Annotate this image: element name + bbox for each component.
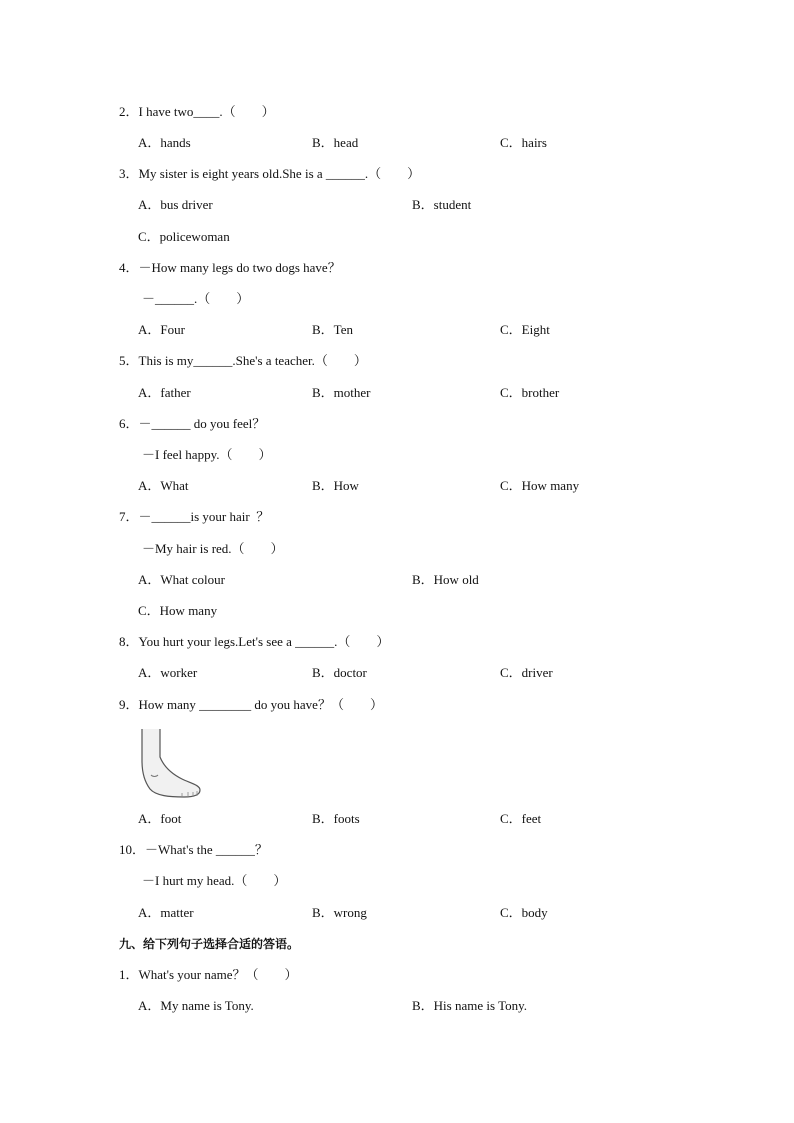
section-nine-title: 九、给下列句子选择合适的答语。 [119, 937, 300, 951]
question-9-option-c[interactable]: C．feet [500, 811, 542, 826]
question-2-option-a[interactable]: A．hands [138, 135, 191, 150]
question-4-option-c[interactable]: C．Eight [500, 322, 550, 337]
question-2-option-b[interactable]: B．head [312, 135, 359, 150]
question-6-option-c[interactable]: C．How many [500, 478, 580, 493]
section-nine-question-1-stem: 1．What's your name？（ ） [119, 967, 298, 982]
question-10-answer-line: －I hurt my head.（ ） [142, 873, 287, 888]
question-5-option-b[interactable]: B．mother [312, 385, 371, 400]
question-6-option-a[interactable]: A．What [138, 478, 189, 493]
question-6-option-b[interactable]: B．How [312, 478, 359, 493]
question-10-option-a[interactable]: A．matter [138, 905, 194, 920]
question-4-answer-line: －______.（ ） [142, 291, 250, 306]
question-8-option-c[interactable]: C．driver [500, 665, 553, 680]
question-3-option-b[interactable]: B．student [412, 197, 472, 212]
question-4-option-a[interactable]: A．Four [138, 322, 185, 337]
question-3-option-c[interactable]: C．policewoman [138, 229, 230, 244]
section-nine-question-1-option-b[interactable]: B．His name is Tony. [412, 998, 528, 1013]
question-7-option-a[interactable]: A．What colour [138, 572, 226, 587]
question-9-option-b[interactable]: B．foots [312, 811, 360, 826]
question-2-stem: 2．I have two____.（ ） [119, 104, 275, 119]
question-4-stem: 4．－How many legs do two dogs have？ [119, 260, 341, 275]
question-9-option-a[interactable]: A．foot [138, 811, 182, 826]
question-3-option-a[interactable]: A．bus driver [138, 197, 213, 212]
question-2-option-c[interactable]: C．hairs [500, 135, 547, 150]
question-6-answer-line: －I feel happy.（ ） [142, 447, 272, 462]
question-7-option-c[interactable]: C．How many [138, 603, 218, 618]
question-7-stem: 7．－______is your hair ？ [119, 509, 270, 524]
question-4-option-b[interactable]: B．Ten [312, 322, 353, 337]
question-5-stem: 5．This is my______.She's a teacher.（ ） [119, 353, 367, 368]
question-9-stem: 9．How many ________ do you have？（ ） [119, 697, 383, 712]
section-nine-question-1-option-a[interactable]: A．My name is Tony. [138, 998, 254, 1013]
question-10-stem: 10．－What's the ______？ [119, 842, 268, 857]
question-8-option-a[interactable]: A．worker [138, 665, 198, 680]
question-10-option-c[interactable]: C．body [500, 905, 548, 920]
foot-illustration [138, 727, 202, 799]
question-6-stem: 6．－______ do you feel？ [119, 416, 266, 431]
question-10-option-b[interactable]: B．wrong [312, 905, 367, 920]
question-5-option-c[interactable]: C．brother [500, 385, 560, 400]
question-7-option-b[interactable]: B．How old [412, 572, 479, 587]
question-3-stem: 3．My sister is eight years old.She is a ______.（ ） [119, 166, 421, 181]
question-8-option-b[interactable]: B．doctor [312, 665, 367, 680]
question-8-stem: 8．You hurt your legs.Let's see a ______.（ ） [119, 634, 390, 649]
question-5-option-a[interactable]: A．father [138, 385, 191, 400]
question-7-answer-line: －My hair is red.（ ） [142, 541, 284, 556]
